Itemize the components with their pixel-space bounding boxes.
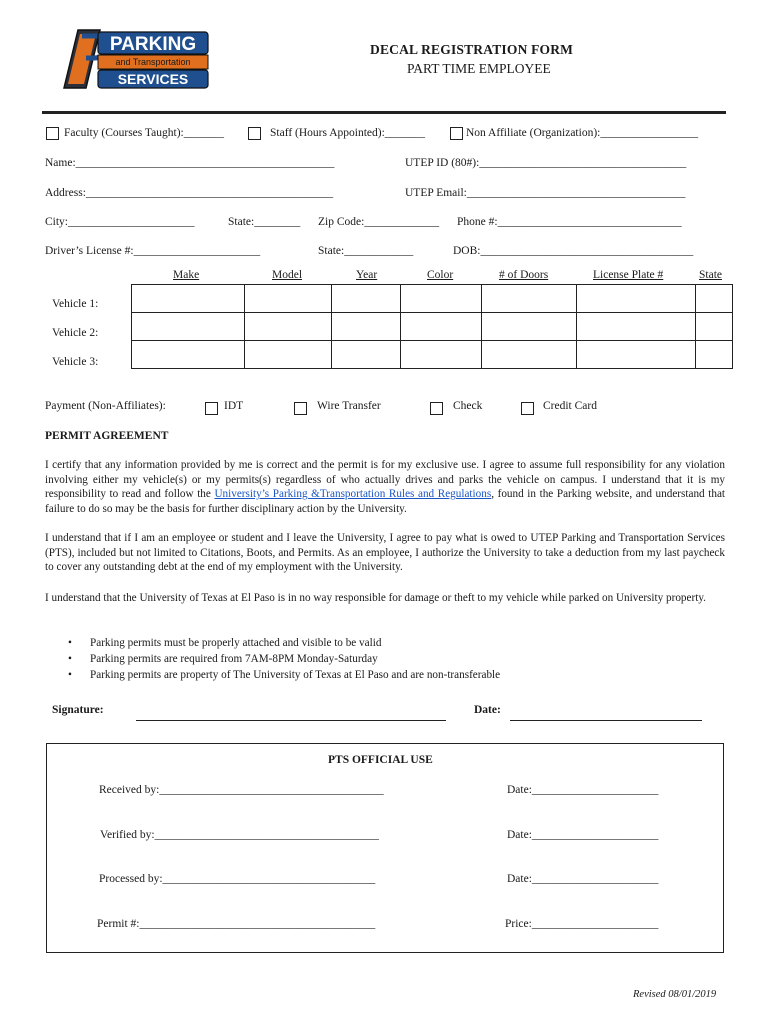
parking-services-logo: [56, 26, 212, 94]
check-label: Check: [453, 400, 483, 412]
agreement-paragraph-2: I understand that if I am an employee or student and I leave the University, I agree to pay what is owed to UTEP Parking and Transportation Services (PTS), included but not limited to Citations, Boots, and Permits. As an employee, I authorize the University to take a deduction from my last paycheck to cover any outstanding debt at the end of my employment with the University.: [45, 532, 725, 574]
processed-date-field[interactable]: Date:______________________: [507, 873, 659, 885]
vehicle-cell[interactable]: [577, 313, 696, 341]
permit-number-field[interactable]: Permit #:_________________________________________: [97, 918, 376, 930]
vehicle-cell[interactable]: [577, 341, 696, 369]
payment-label: Payment (Non-Affiliates):: [45, 400, 166, 412]
signature-line[interactable]: [136, 720, 446, 721]
phone-field[interactable]: Phone #:________________________________: [457, 216, 682, 228]
drivers-license-field[interactable]: Driver’s License #:______________________: [45, 245, 261, 257]
vehicle-3-label: Vehicle 3:: [52, 356, 99, 368]
logo-services-text: SERVICES: [117, 71, 189, 87]
agreement-paragraph-1: [45, 458, 725, 516]
dl-state-field[interactable]: State:____________: [318, 245, 414, 257]
non-affiliate-label: Non Affiliate (Organization):_________________: [466, 127, 699, 139]
vehicle-cell[interactable]: [332, 313, 401, 341]
vehicle-cell[interactable]: [401, 341, 482, 369]
agreement-text-1b: , found in the Parking website, and understand that failure to do so may be the basis for further disciplinary action by the University.: [45, 488, 726, 515]
verified-by-field[interactable]: Verified by:_______________________________________: [100, 829, 379, 841]
wire-transfer-label: Wire Transfer: [317, 400, 381, 412]
bullet-item: • Parking permits are property of The University of Texas at El Paso and are non-transferable: [90, 669, 500, 681]
dob-field[interactable]: DOB:_____________________________________: [453, 245, 694, 257]
permit-agreement-heading: PERMIT AGREEMENT: [45, 430, 169, 442]
vehicle-cell[interactable]: [696, 313, 733, 341]
vehicle-cell[interactable]: [245, 313, 332, 341]
verified-date-field[interactable]: Date:______________________: [507, 829, 659, 841]
utep-id-field[interactable]: UTEP ID (80#):____________________________________: [405, 157, 687, 169]
logo-sub-text: and Transportation: [115, 57, 191, 67]
vehicle-cell[interactable]: [577, 285, 696, 313]
staff-label: Staff (Hours Appointed):_______: [270, 127, 426, 139]
name-field[interactable]: Name:_____________________________________________: [45, 157, 335, 169]
form-subtitle: PART TIME EMPLOYEE: [407, 61, 551, 76]
wire-transfer-checkbox[interactable]: [294, 402, 307, 415]
vehicle-cell[interactable]: [401, 313, 482, 341]
non-affiliate-checkbox[interactable]: [450, 127, 463, 140]
vehicle-cell[interactable]: [132, 341, 245, 369]
date-line[interactable]: [510, 720, 702, 721]
bullet-item: • Parking permits must be properly attached and visible to be valid: [90, 637, 381, 649]
check-checkbox[interactable]: [430, 402, 443, 415]
credit-card-checkbox[interactable]: [521, 402, 534, 415]
idt-label: IDT: [224, 400, 244, 412]
vehicle-cell[interactable]: [332, 285, 401, 313]
col-year: Year: [356, 269, 378, 281]
vehicle-cell[interactable]: [696, 285, 733, 313]
rules-regulations-link[interactable]: University’s Parking &Transportation Rules and Regulations: [214, 488, 492, 501]
revised-date: Revised 08/01/2019: [633, 989, 717, 1000]
faculty-label: Faculty (Courses Taught):_______: [64, 127, 224, 139]
vehicle-cell[interactable]: [482, 341, 577, 369]
vehicle-cell[interactable]: [245, 341, 332, 369]
vehicle-1-label: Vehicle 1:: [52, 298, 99, 310]
vehicle-cell[interactable]: [332, 341, 401, 369]
col-license-plate: License Plate #: [593, 269, 664, 281]
col-doors: # of Doors: [499, 269, 549, 281]
vehicle-cell[interactable]: [401, 285, 482, 313]
utep-email-field[interactable]: UTEP Email:______________________________________: [405, 187, 686, 199]
staff-checkbox[interactable]: [248, 127, 261, 140]
col-model: Model: [272, 269, 303, 281]
table-row: [132, 285, 733, 313]
idt-checkbox[interactable]: [205, 402, 218, 415]
vehicle-cell[interactable]: [245, 285, 332, 313]
zip-field[interactable]: Zip Code:_____________: [318, 216, 440, 228]
processed-by-field[interactable]: Processed by:_____________________________________: [99, 873, 376, 885]
form-title: DECAL REGISTRATION FORM: [370, 42, 574, 57]
table-row: [132, 313, 733, 341]
vehicle-cell[interactable]: [132, 313, 245, 341]
vehicle-2-label: Vehicle 2:: [52, 327, 99, 339]
state-field[interactable]: State:________: [228, 216, 301, 228]
header-divider: [42, 111, 726, 114]
received-by-field[interactable]: Received by:_______________________________________: [99, 784, 384, 796]
col-make: Make: [173, 269, 200, 281]
credit-card-label: Credit Card: [543, 400, 597, 412]
address-field[interactable]: Address:___________________________________________: [45, 187, 334, 199]
price-field[interactable]: Price:______________________: [505, 918, 659, 930]
logo-main-text: PARKING: [109, 34, 197, 55]
agreement-paragraph-3: I understand that the University of Texas at El Paso is in no way responsible for damage or theft to my vehicle while parked on University property.: [45, 592, 706, 604]
col-color: Color: [427, 269, 454, 281]
signature-label: Signature:: [52, 704, 104, 716]
city-field[interactable]: City:______________________: [45, 216, 195, 228]
vehicle-cell[interactable]: [482, 285, 577, 313]
vehicle-cell[interactable]: [132, 285, 245, 313]
date-label: Date:: [474, 704, 501, 716]
table-row: [132, 341, 733, 369]
vehicle-table: [131, 284, 733, 369]
faculty-checkbox[interactable]: [46, 127, 59, 140]
agreement-text-1a: I certify that any information provided by me is correct and the permit is for my exclusive use. I agree to assume full responsibility for any violation involving either my vehicle(s) or my permits(s) regardless of who actually drives and parks the vehicle on campus. I understand that it is my responsibility to read and follow the: [45, 459, 725, 501]
received-date-field[interactable]: Date:______________________: [507, 784, 659, 796]
logo-graphic: [56, 26, 212, 94]
col-state: State: [699, 269, 722, 281]
vehicle-cell[interactable]: [696, 341, 733, 369]
bullet-item: • Parking permits are required from 7AM-8PM Monday-Saturday: [90, 653, 378, 665]
vehicle-cell[interactable]: [482, 313, 577, 341]
pts-official-heading: PTS OFFICIAL USE: [328, 754, 433, 766]
